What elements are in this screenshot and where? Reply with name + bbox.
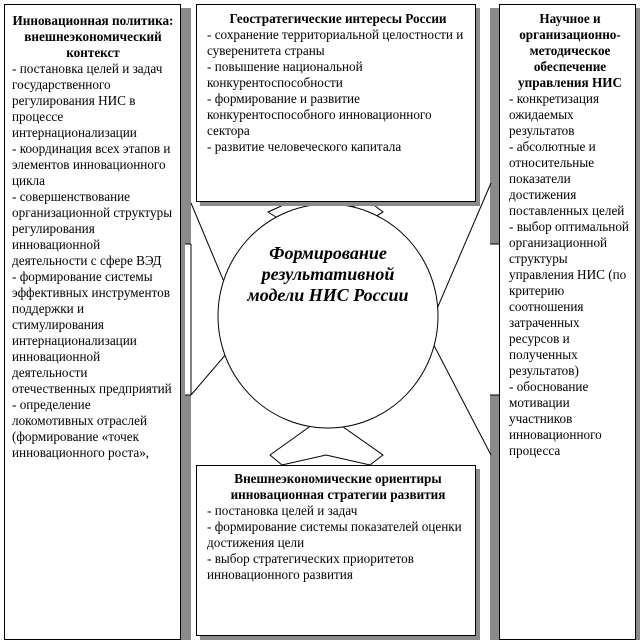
top-box-item: - сохранение территориальной целостности и суверенитета страны: [207, 27, 469, 59]
left-box: [4, 4, 181, 640]
left-box-title: Инновационная политика: внешнеэкономический контекст: [12, 13, 174, 60]
center-title: Формирование результативной модели НИС России: [247, 243, 409, 305]
top-box-item: - формирование и развитие конкурентоспособного инновационного сектора: [207, 91, 469, 139]
top-box: [196, 4, 476, 202]
bottom-box-item: - постановка целей и задач: [207, 503, 469, 519]
bottom-box-item: - выбор стратегических приоритетов инновационного развития: [207, 551, 469, 583]
left-box-list: [12, 61, 174, 461]
top-box-title: Геостратегические интересы России: [229, 11, 447, 26]
bottom-box-item: - формирование системы показателей оценки достижения цели: [207, 519, 469, 551]
right-box-item: - обоснование мотивации участников инновационного процесса: [509, 379, 631, 459]
left-box-item: - координация всех этапов и элементов инновационного цикла: [12, 141, 174, 189]
right-box-title: Научное и организационно-методическое обеспечение управления НИС: [518, 11, 622, 90]
right-box: [499, 4, 636, 640]
right-box-item: - абсолютные и относительные показатели достижения поставленных целей: [509, 139, 631, 219]
top-box-item: - повышение национальной конкурентоспособности: [207, 59, 469, 91]
left-box-item: - формирование системы эффективных инструментов поддержки и стимулирования интернационализации инновационной деятельности отечественных предприятий: [12, 269, 174, 397]
left-box-item: - совершенствование организационной структуры регулирования инновационной деятельности с сфере ВЭД: [12, 189, 174, 269]
top-box-list: [207, 27, 469, 155]
right-box-item: - выбор оптимальной организационной структуры управления НИС (по критерию соотношения затраченных ресурсов и полученных результатов): [509, 219, 631, 379]
center-ellipse: [218, 204, 438, 428]
right-box-list: [509, 91, 631, 459]
right-box-item: - конкретизация ожидаемых результатов: [509, 91, 631, 139]
left-box-item: - постановка целей и задач государственного регулирования НИС в процессе интернационализации: [12, 61, 174, 141]
bottom-box: [196, 465, 476, 636]
left-box-item: - определение локомотивных отраслей (формирование «точек инновационного роста»,: [12, 397, 174, 461]
bottom-box-list: [207, 503, 469, 583]
top-box-item: - развитие человеческого капитала: [207, 139, 469, 155]
bottom-box-title: Внешнеэкономические ориентиры инновационная стратегии развития: [230, 471, 446, 502]
